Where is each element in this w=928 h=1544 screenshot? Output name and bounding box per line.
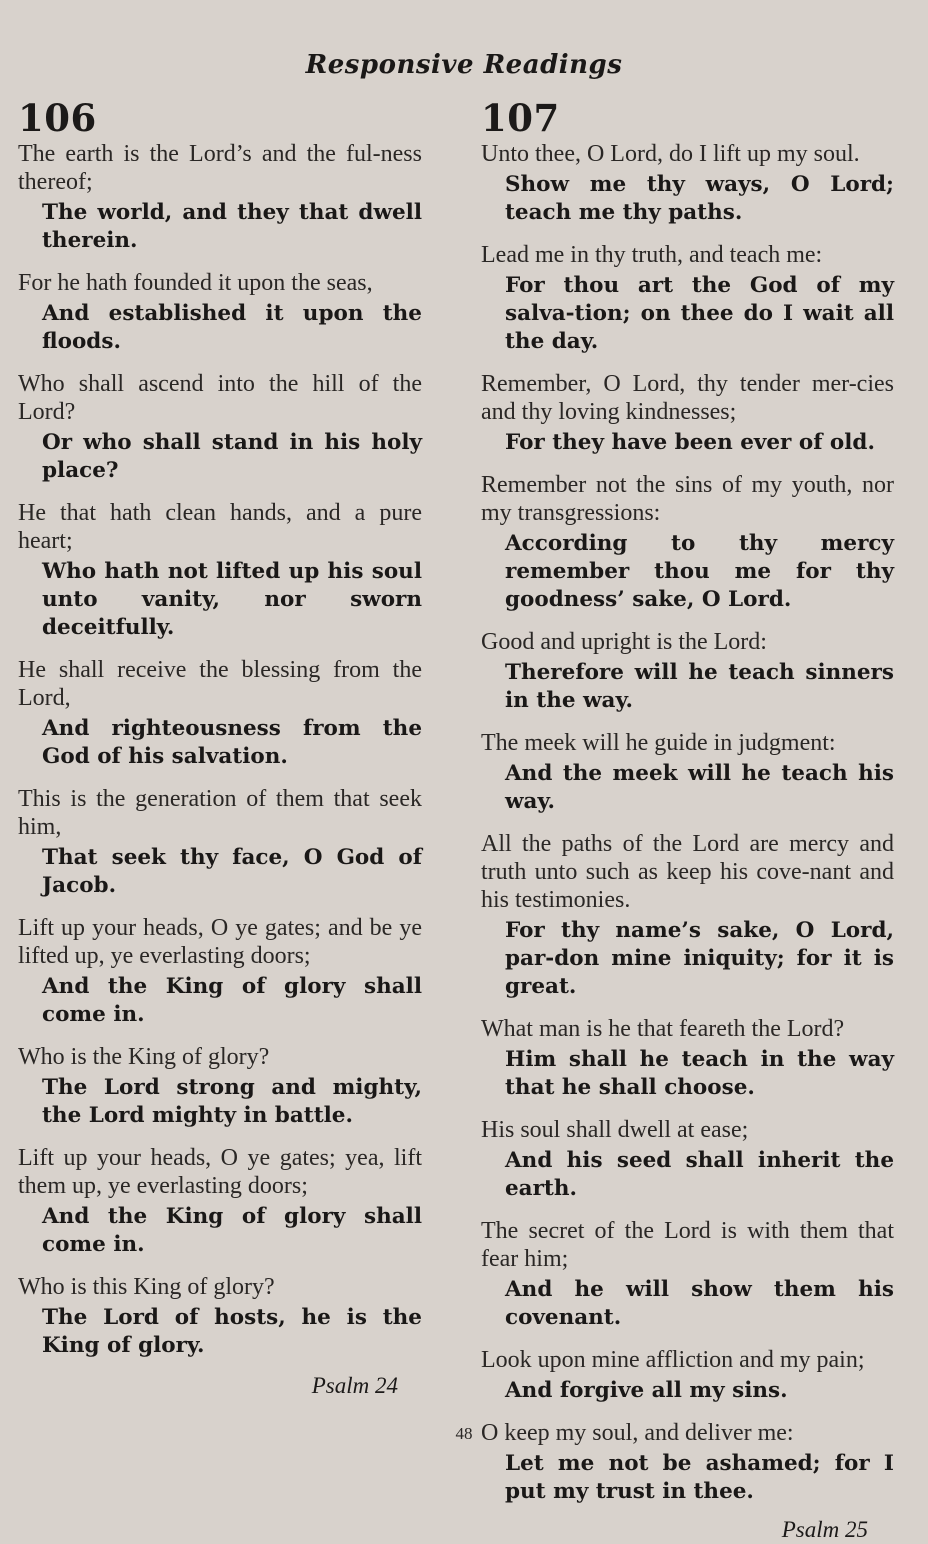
congregation-response: For they have been ever of old. [505,430,875,455]
verse-list [18,140,422,1360]
verse [481,241,894,356]
leader-line: This is the generation of them that seek him, [18,786,422,840]
congregation-response: Let me not be ashamed; for I put my trust in thee. [505,1451,894,1504]
leader-line: Lift up your heads, O ye gates; yea, lift them up, ye everlasting doors; [18,1145,422,1199]
verse [481,1015,894,1102]
leader-line: The secret of the Lord is with them that fear him; [481,1218,894,1272]
verse [18,140,422,255]
verse [18,1144,422,1259]
verse [481,1217,894,1332]
page-title: Responsive Readings [305,50,623,80]
leader-line: Who shall ascend into the hill of the Lord? [18,371,422,425]
leader-line: Look upon mine affliction and my pain; [481,1347,865,1373]
verse [481,140,894,227]
reading-number: 106 [18,96,97,140]
verse [481,1116,894,1203]
congregation-response: And righteousness from the God of his salvation. [42,716,422,769]
congregation-response: And the King of glory shall come in. [42,974,422,1027]
verse [481,830,894,1001]
congregation-response: And the meek will he teach his way. [505,761,894,814]
leader-line: What man is he that feareth the Lord? [481,1016,845,1042]
congregation-response: Show me thy ways, O Lord; teach me thy paths. [505,172,894,225]
leader-line: Lead me in thy truth, and teach me: [481,242,823,268]
congregation-response: According to thy mercy remember thou me for thy goodness’ sake, O Lord. [505,531,894,612]
leader-line: The meek will he guide in judgment: [481,730,836,756]
leader-line: He that hath clean hands, and a pure heart; [18,500,422,554]
congregation-response: And he will show them his covenant. [505,1277,894,1330]
congregation-response: And the King of glory shall come in. [42,1204,422,1257]
page-number: 48 [455,1424,473,1443]
leader-line: Who is the King of glory? [18,1044,270,1070]
leader-line: Remember not the sins of my youth, nor my transgressions: [481,472,894,526]
congregation-response: Or who shall stand in his holy place? [42,430,422,483]
congregation-response: Who hath not lifted up his soul unto vanity, nor sworn deceitfully. [42,559,422,640]
leader-line: O keep my soul, and deliver me: [481,1420,794,1446]
congregation-response: The Lord of hosts, he is the King of glory. [42,1305,422,1358]
verse [18,370,422,485]
congregation-response: And forgive all my sins. [505,1378,788,1403]
verse [481,1346,894,1405]
verse [18,1043,422,1130]
verse [18,269,422,356]
verse [18,656,422,771]
congregation-response: And his seed shall inherit the earth. [505,1148,894,1201]
congregation-response: Him shall he teach in the way that he shall choose. [505,1047,894,1100]
congregation-response: That seek thy face, O God of Jacob. [42,845,422,898]
leader-line: The earth is the Lord’s and the ful-ness thereof; [18,141,422,195]
leader-line: His soul shall dwell at ease; [481,1117,749,1143]
congregation-response: For thou art the God of my salva-tion; on thee do I wait all the day. [505,273,894,354]
leader-line: All the paths of the Lord are mercy and truth unto such as keep his cove-nant and his testimonies. [481,831,894,913]
reading-107 [481,96,894,1544]
leader-line: For he hath founded it upon the seas, [18,270,373,296]
congregation-response: The world, and they that dwell therein. [42,200,422,253]
verse [18,499,422,642]
reading-number: 107 [481,96,560,140]
leader-line: Good and upright is the Lord: [481,629,767,655]
leader-line: Lift up your heads, O ye gates; and be ye lifted up, ye everlasting doors; [18,915,422,969]
verse [18,914,422,1029]
congregation-response: And established it upon the floods. [42,301,422,354]
psalm-reference: Psalm 24 [311,1373,398,1398]
verse [481,628,894,715]
leader-line: Unto thee, O Lord, do I lift up my soul. [481,141,860,167]
verse [18,1273,422,1360]
verse [18,785,422,900]
leader-line: Remember, O Lord, thy tender mer-cies and thy loving kindnesses; [481,371,894,425]
leader-line: Who is this King of glory? [18,1274,275,1300]
verse [481,370,894,457]
verse-list [481,140,894,1506]
verse [481,471,894,614]
congregation-response: Therefore will he teach sinners in the way. [505,660,894,713]
leader-line: He shall receive the blessing from the Lord, [18,657,422,711]
reading-106 [18,96,422,1400]
psalm-reference: Psalm 25 [781,1517,868,1542]
congregation-response: For thy name’s sake, O Lord, par-don mine iniquity; for it is great. [505,918,894,999]
congregation-response: The Lord strong and mighty, the Lord mighty in battle. [42,1075,422,1128]
verse [481,729,894,816]
